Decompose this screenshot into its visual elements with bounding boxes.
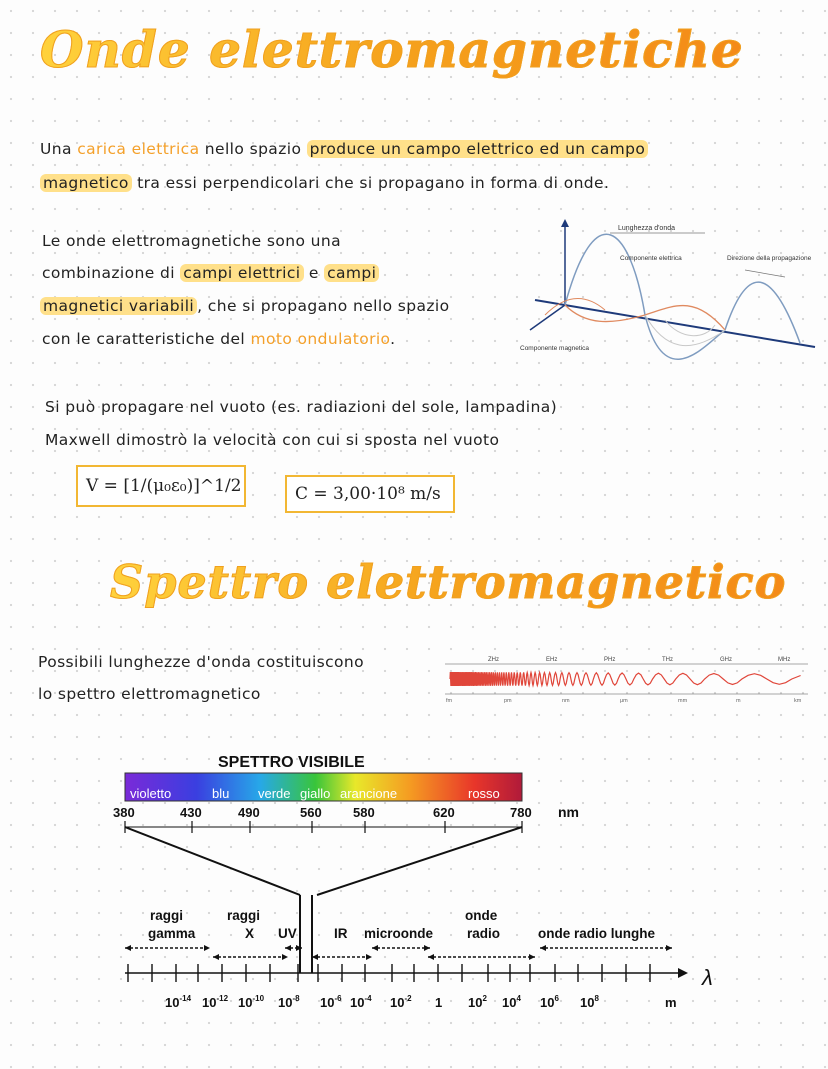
length-labels — [446, 698, 802, 704]
axis-label: $10^4$ — [502, 994, 521, 1010]
lambda-symbol: λ — [702, 965, 713, 990]
visible-wavelength-ticks — [113, 805, 532, 833]
text-run: nello spazio — [199, 140, 307, 158]
para3-line1: Si può propagare nel vuoto (es. radiazioni del sole, lampadina) — [45, 398, 558, 416]
text-run: Una — [40, 140, 78, 158]
term-carica-elettrica: carica elettrica — [77, 140, 200, 158]
decreasing-frequency-wave — [450, 672, 801, 686]
em-wave-figure — [515, 215, 820, 375]
axis-label: $10^{-8}$ — [278, 994, 300, 1010]
band-label: UV — [278, 926, 297, 941]
para2-line3 — [40, 297, 450, 315]
band-label: IR — [334, 926, 348, 941]
color-label-arancione: arancione — [340, 786, 398, 801]
text-run: tra essi perpendicolari che si propagano in forma di onde. — [131, 174, 610, 192]
arrow-left-icon — [540, 945, 546, 951]
visible-tick-label: 430 — [180, 805, 202, 820]
arrow-right-icon — [282, 954, 288, 960]
length-label: pm — [504, 698, 512, 704]
length-label: mm — [678, 698, 688, 704]
zoom-line-left — [125, 827, 300, 895]
arrow-right-icon — [366, 954, 372, 960]
text-run: e — [303, 264, 325, 282]
spectrum-diagram — [110, 745, 730, 1025]
para2-line2 — [42, 264, 379, 282]
axis-label: $10^2$ — [468, 994, 487, 1010]
arrow-right-icon — [424, 945, 430, 951]
zoom-line-right — [317, 827, 522, 895]
length-label: μm — [620, 698, 628, 704]
freq-label: THz — [662, 657, 673, 663]
electric-wave — [565, 234, 800, 359]
axis-label: $10^{-4}$ — [350, 994, 372, 1010]
highlight-campi-elettrici: campi elettrici — [180, 264, 303, 282]
axis-label: $10^8$ — [580, 994, 599, 1010]
axis-label: $10^6$ — [540, 994, 559, 1010]
band-labels — [148, 908, 655, 941]
freq-label: ZHz — [488, 657, 499, 663]
visible-tick-label: 490 — [238, 805, 260, 820]
freq-label: PHz — [604, 657, 616, 663]
visible-tick-label: 780 — [510, 805, 532, 820]
para4-line2: lo spettro elettromagnetico — [38, 685, 261, 703]
visible-tick-label: 560 — [300, 805, 322, 820]
highlight-campo: produce un campo elettrico ed un campo — [307, 140, 649, 158]
para3-line2: Maxwell dimostrò la velocità con cui si sposta nel vuoto — [45, 431, 500, 449]
axis-label: $10^{-10}$ — [238, 994, 265, 1010]
term-moto-ondulatorio: moto ondulatorio — [250, 330, 391, 348]
axis-label: $10^{-6}$ — [320, 994, 342, 1010]
formula-light-speed: C = 3,00·10⁸ m/s — [285, 475, 455, 513]
axis-label: $10^{-14}$ — [165, 994, 192, 1010]
para2-line4 — [42, 330, 396, 348]
text-run: . — [390, 330, 396, 348]
axis-label: $10^{-12}$ — [202, 994, 229, 1010]
arrow-right-icon — [666, 945, 672, 951]
label-magnetic: Componente magnetica — [520, 345, 590, 352]
arrow-left-icon — [428, 954, 434, 960]
axis-arrow-icon — [678, 968, 688, 978]
length-label: km — [794, 698, 802, 704]
direction-arrow — [745, 270, 785, 277]
formula-maxwell-velocity: V = [1/(μ₀ε₀)]^1/2 — [76, 465, 246, 507]
text-run: , che si propagano nello spazio — [197, 297, 450, 315]
length-label: nm — [562, 698, 570, 704]
axis-unit-m: m — [665, 995, 677, 1010]
text-run: combinazione di — [42, 264, 181, 282]
main-title: Onde elettromagnetiche — [40, 20, 744, 79]
color-label-blu: blu — [212, 786, 230, 801]
label-direction: Direzione della propagazione — [727, 255, 812, 262]
band-label: microonde — [364, 926, 434, 941]
band-label: raggi gamma — [148, 908, 196, 941]
para2-line1: Le onde elettromagnetiche sono una — [42, 232, 342, 250]
arrow-right-icon — [204, 945, 210, 951]
arrow-right-icon — [529, 954, 535, 960]
axis-label-one: 1 — [435, 995, 443, 1010]
color-label-giallo: giallo — [300, 786, 331, 801]
band-label: onde radio lunghe — [538, 926, 655, 941]
depth-axis — [530, 305, 565, 330]
para4-line1: Possibili lunghezze d'onda costituiscono — [38, 653, 365, 671]
text-run: con le caratteristiche del — [42, 330, 251, 348]
para1-line2 — [40, 174, 609, 192]
label-wavelength: Lunghezza d'onda — [618, 225, 675, 232]
length-label: m — [736, 698, 741, 704]
highlight-magnetico: magnetico — [40, 174, 132, 192]
color-label-verde: verde — [258, 786, 291, 801]
visible-spectrum-title: SPETTRO VISIBILE — [218, 754, 365, 771]
label-electric: Componente elettrica — [620, 255, 682, 262]
freq-label: EHz — [546, 657, 558, 663]
para1-line1 — [40, 140, 648, 158]
color-label-violetto: violetto — [130, 786, 172, 801]
arrow-left-icon — [213, 954, 219, 960]
axis-exponent-labels — [165, 994, 599, 1010]
arrow-icon — [561, 219, 569, 227]
freq-label: MHz — [778, 657, 791, 663]
color-label-rosso: rosso — [468, 786, 500, 801]
arrow-left-icon — [372, 945, 378, 951]
freq-label: GHz — [720, 657, 732, 663]
visible-tick-label: 380 — [113, 805, 135, 820]
visible-unit-nm: nm — [558, 804, 579, 820]
band-label: raggi X — [227, 908, 261, 941]
visible-tick-label: 620 — [433, 805, 455, 820]
visible-tick-label: 580 — [353, 805, 375, 820]
highlight-magnetici-variabili: magnetici variabili — [40, 297, 197, 315]
band-range-arrows — [125, 945, 672, 960]
arrow-left-icon — [125, 945, 131, 951]
length-label: fm — [446, 698, 453, 704]
highlight-campi: campi — [324, 264, 379, 282]
propagation-axis — [535, 300, 815, 347]
frequency-labels — [488, 657, 790, 663]
section-title-spectrum: Spettro elettromagnetico — [110, 555, 787, 609]
arrow-left-icon — [285, 945, 291, 951]
band-label: onde radio — [465, 908, 501, 941]
mini-spectrum-figure — [440, 650, 815, 708]
axis-label: $10^{-2}$ — [390, 994, 412, 1010]
